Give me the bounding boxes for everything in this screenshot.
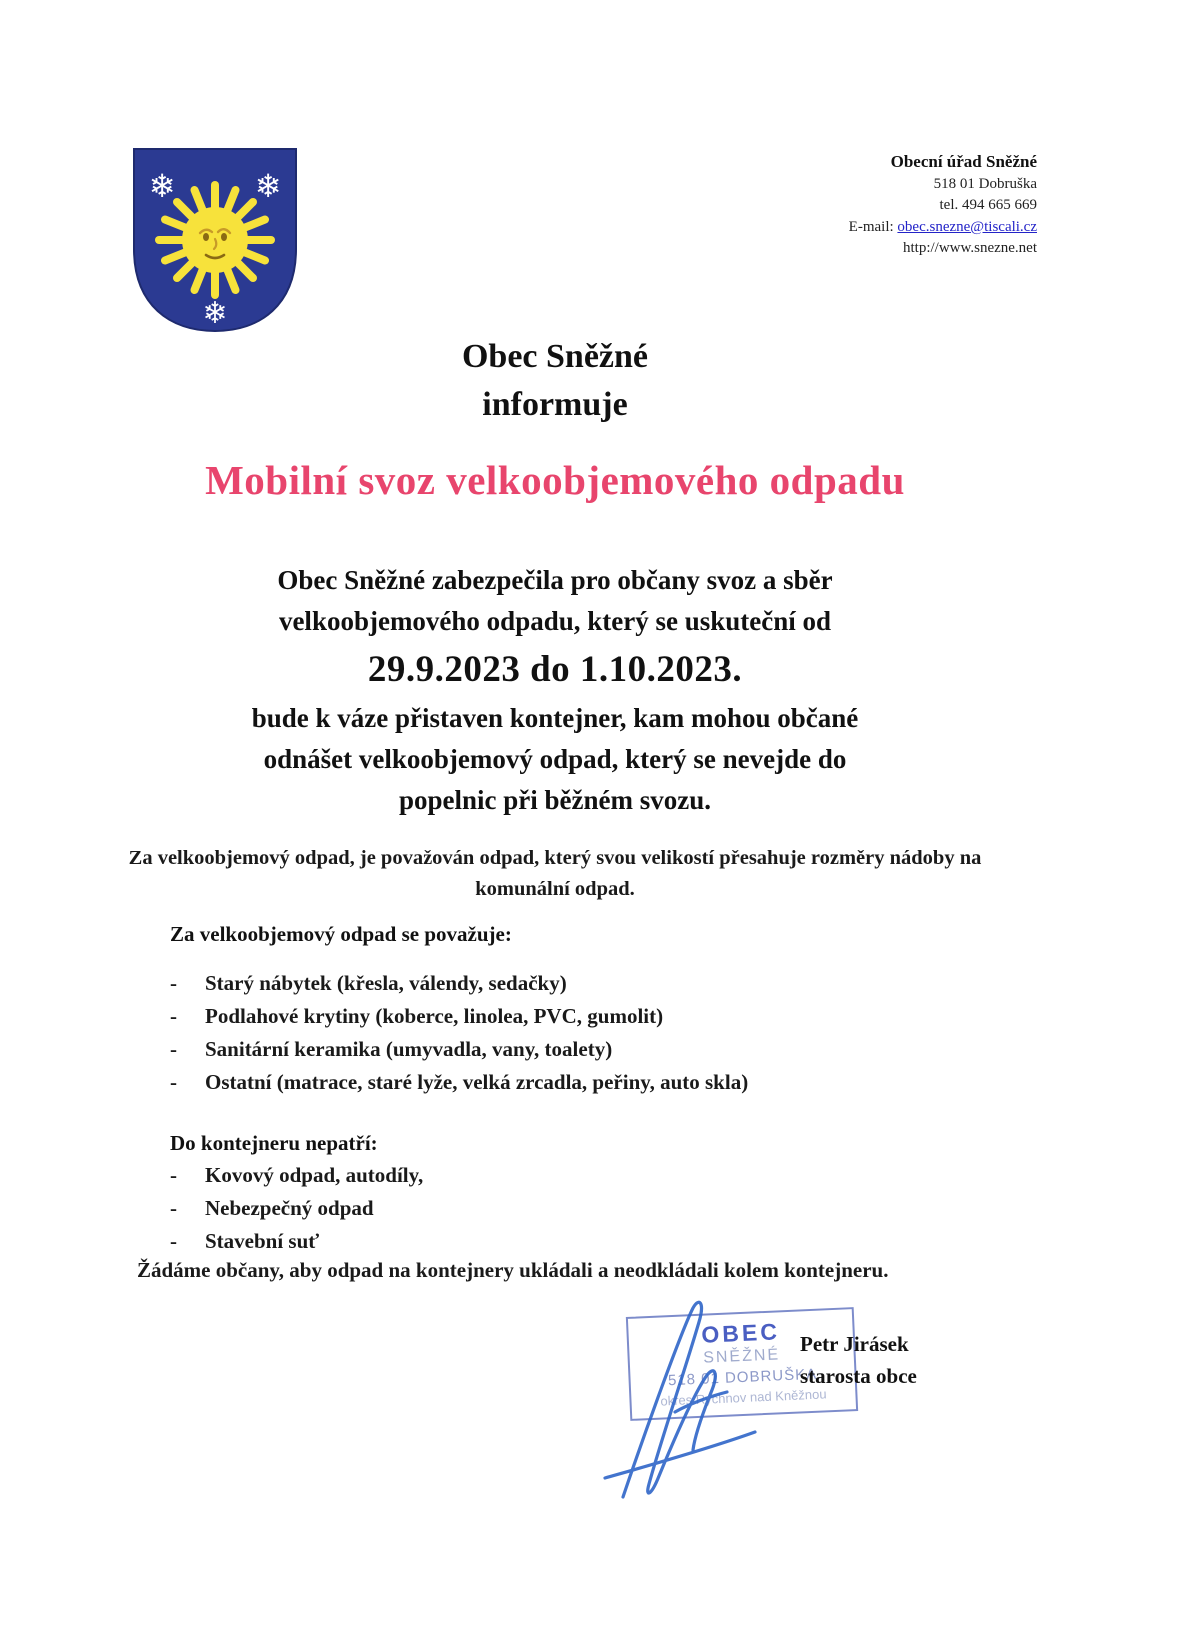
email-label: E-mail: xyxy=(848,218,894,235)
intro-line2: velkoobjemového odpadu, který se uskuteční od xyxy=(278,606,832,636)
intro-line4: odnášet velkoobjemový odpad, který se nevejde do xyxy=(263,744,847,774)
intro-line1: Obec Sněžné zabezpečila pro občany svoz a sběr xyxy=(277,565,833,595)
stamp-line4: okres Rychnov nad Kněžnou xyxy=(660,1386,827,1409)
list-item xyxy=(170,971,567,996)
document-title-line1: Obec Sněžné xyxy=(461,338,649,375)
signer-block xyxy=(800,1328,917,1392)
list-item xyxy=(170,1004,663,1029)
stamp-line3: 518 01 DOBRUŠKA xyxy=(667,1365,818,1390)
document-title xyxy=(0,333,1110,428)
list-item xyxy=(170,1196,374,1221)
list-marker: - xyxy=(170,1163,177,1187)
list-item xyxy=(170,1037,612,1062)
office-name: Obecní úřad Sněžné xyxy=(890,152,1037,171)
svg-text:❄: ❄ xyxy=(202,296,228,331)
list-item xyxy=(170,1163,423,1188)
list-item-text: Sanitární keramika (umyvadla, vany, toalety) xyxy=(205,1037,613,1061)
signer-name: Petr Jirásek xyxy=(800,1332,909,1356)
list-item xyxy=(170,1229,319,1254)
svg-text:❄: ❄ xyxy=(254,167,282,205)
document-title-line2: informuje xyxy=(482,385,628,423)
main-heading: Mobilní svoz velkoobjemového odpadu xyxy=(205,457,905,503)
list-marker: - xyxy=(170,1229,177,1253)
office-email-line xyxy=(849,217,1037,238)
list-marker: - xyxy=(170,1037,177,1061)
stamp-line1: OBEC xyxy=(700,1318,781,1348)
office-contact-block xyxy=(849,150,1037,259)
list-item-text: Podlahové krytiny (koberce, linolea, PVC, gumolit) xyxy=(205,1004,664,1028)
office-address: 518 01 Dobruška xyxy=(933,176,1037,193)
list-marker: - xyxy=(170,1004,177,1028)
list-item-text: Kovový odpad, autodíly, xyxy=(205,1163,424,1187)
intro-paragraph xyxy=(0,560,1110,821)
excluded-list-heading: Do kontejneru nepatří: xyxy=(170,1131,378,1155)
list-item-text: Starý nábytek (křesla, válendy, sedačky) xyxy=(205,971,567,995)
list-marker: - xyxy=(170,971,177,995)
intro-line5: popelnic při běžném svozu. xyxy=(398,785,711,815)
office-website: http://www.snezne.net xyxy=(903,240,1037,257)
list-item-text: Stavební suť xyxy=(205,1229,320,1253)
list-item xyxy=(170,1070,748,1095)
list-marker: - xyxy=(170,1070,177,1094)
closing-statement: Žádáme občany, aby odpad na kontejnery ukládali a neodkládali kolem kontejneru. xyxy=(137,1258,889,1282)
definition-paragraph xyxy=(0,843,1110,905)
definition-text: Za velkoobjemový odpad, je považován odpad, který svou velikostí přesahuje rozměry nádoby na komunální odpad. xyxy=(128,847,982,900)
signer-role: starosta obce xyxy=(800,1364,917,1388)
office-phone: tel. 494 665 669 xyxy=(939,197,1037,214)
email-link[interactable]: obec.snezne@tiscali.cz xyxy=(897,218,1037,235)
list-marker: - xyxy=(170,1196,177,1220)
intro-line3: bude k váze přistaven kontejner, kam mohou občané xyxy=(251,703,859,733)
stamp-line2: SNĚŽNÉ xyxy=(702,1346,781,1367)
list-item-text: Nebezpečný odpad xyxy=(205,1196,374,1220)
list-item-text: Ostatní (matrace, staré lyže, velká zrcadla, peřiny, auto skla) xyxy=(205,1070,749,1094)
signature-scribble-icon xyxy=(585,1292,795,1512)
collection-dates: 29.9.2023 do 1.10.2023. xyxy=(367,649,743,690)
considered-list-heading: Za velkoobjemový odpad se považuje: xyxy=(170,922,512,946)
coat-of-arms-icon xyxy=(130,145,300,335)
svg-text:❄: ❄ xyxy=(148,167,176,205)
